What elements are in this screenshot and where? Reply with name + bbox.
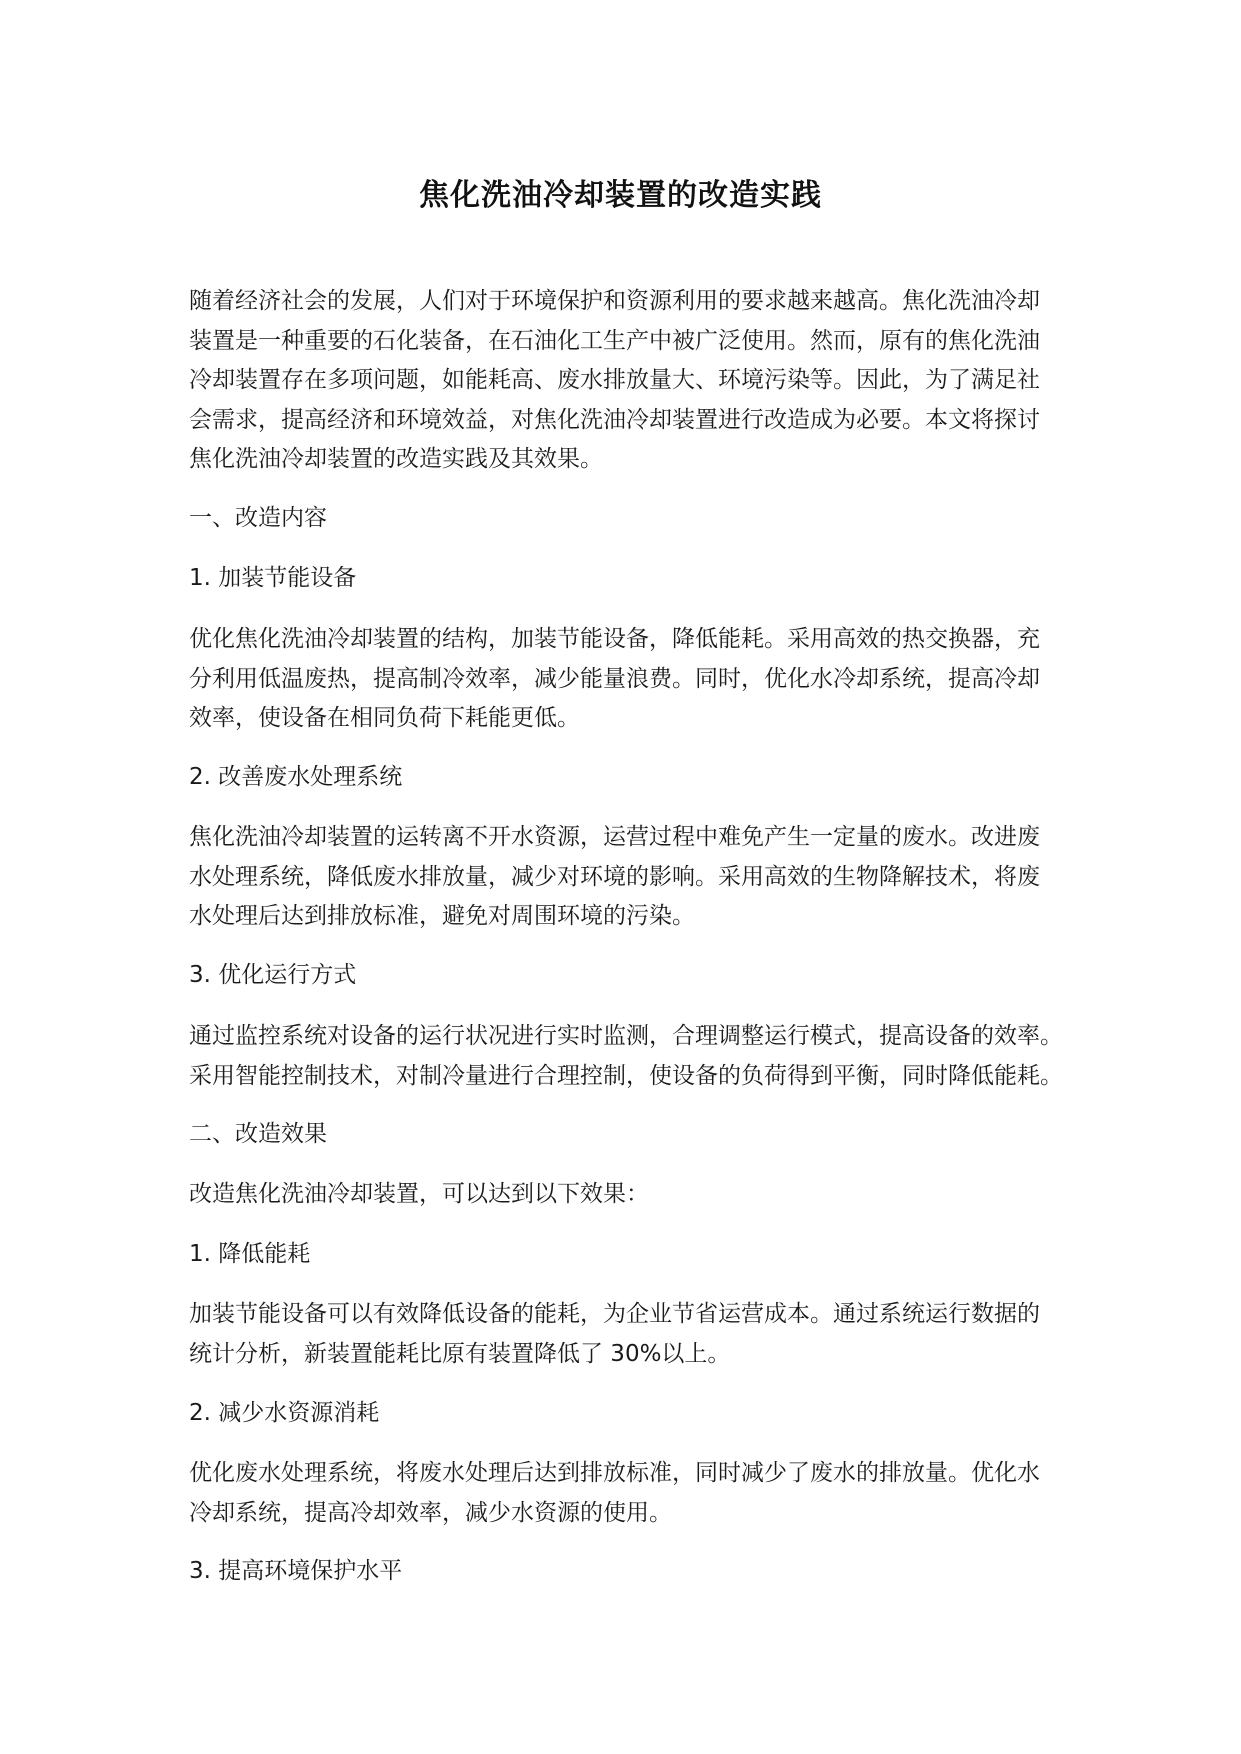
section2-item1-paragraph: [189, 1295, 1069, 1374]
paragraph-line: 效率，使设备在相同负荷下耗能更低。: [189, 705, 580, 731]
paragraph-line: 加装节能设备可以有效降低设备的能耗，为企业节省运营成本。通过系统运行数据的: [189, 1301, 1040, 1327]
document-title: 焦化洗油冷却装置的改造实践: [419, 178, 822, 213]
paragraph-line: 焦化洗油冷却装置的运转离不开水资源，运营过程中难免产生一定量的废水。改进废: [189, 824, 1040, 850]
paragraph-line: 通过监控系统对设备的运行状况进行实时监测，合理调整运行模式，提高设备的效率。: [189, 1023, 1063, 1049]
paragraph-line: 分利用低温废热，提高制冷效率，减少能量浪费。同时，优化水冷却系统，提高冷却: [189, 665, 1040, 692]
section1-item3-heading: 3. 优化运行方式: [189, 962, 357, 988]
section1-item3-paragraph: [189, 1017, 1069, 1096]
intro-line: 会需求，提高经济和环境效益，对焦化洗油冷却装置进行改造成为必要。本文将探讨: [189, 406, 1040, 433]
section2-item1-heading: 1. 降低能耗: [189, 1241, 311, 1267]
intro-line: 装置是一种重要的石化装备，在石油化工生产中被广泛使用。然而，原有的焦化洗油: [189, 327, 1040, 354]
paragraph-line: 冷却系统，提高冷却效率，减少水资源的使用。: [189, 1499, 672, 1526]
section2-heading: 二、改造效果: [189, 1121, 327, 1147]
paragraph-line: 水处理后达到排放标准，避免对周围环境的污染。: [189, 903, 695, 929]
paragraph-line: 采用智能控制技术，对制冷量进行合理控制，使设备的负荷得到平衡，同时降低能耗。: [189, 1062, 1063, 1089]
section1-heading: 一、改造内容: [189, 505, 327, 531]
section2-item2-heading: 2. 减少水资源消耗: [189, 1400, 380, 1426]
section2-lead: 改造焦化洗油冷却装置，可以达到以下效果：: [189, 1181, 649, 1207]
intro-paragraph: [189, 282, 1069, 480]
intro-line: 冷却装置存在多项问题，如能耗高、废水排放量大、环境污染等。因此，为了满足社: [189, 367, 1040, 393]
section2-item2-paragraph: [189, 1454, 1069, 1533]
paragraph-line: 优化焦化洗油冷却装置的结构，加装节能设备，降低能耗。采用高效的热交换器，充: [189, 626, 1040, 652]
paragraph-line: 优化废水处理系统，将废水处理后达到排放标准，同时减少了废水的排放量。优化水: [189, 1460, 1040, 1486]
intro-line: 随着经济社会的发展，人们对于环境保护和资源利用的要求越来越高。焦化洗油冷却: [189, 288, 1040, 314]
section1-item2-heading: 2. 改善废水处理系统: [189, 764, 403, 790]
intro-line: 焦化洗油冷却装置的改造实践及其效果。: [189, 446, 603, 472]
section1-item1-heading: 1. 加装节能设备: [189, 565, 357, 591]
paragraph-line: 水处理系统，降低废水排放量，减少对环境的影响。采用高效的生物降解技术，将废: [189, 863, 1040, 890]
section1-item2-paragraph: [189, 818, 1069, 937]
paragraph-line: 统计分析，新装置能耗比原有装置降低了 30%以上。: [189, 1340, 731, 1367]
section1-item1-paragraph: [189, 620, 1069, 739]
section2-item3-heading: 3. 提高环境保护水平: [189, 1558, 403, 1584]
